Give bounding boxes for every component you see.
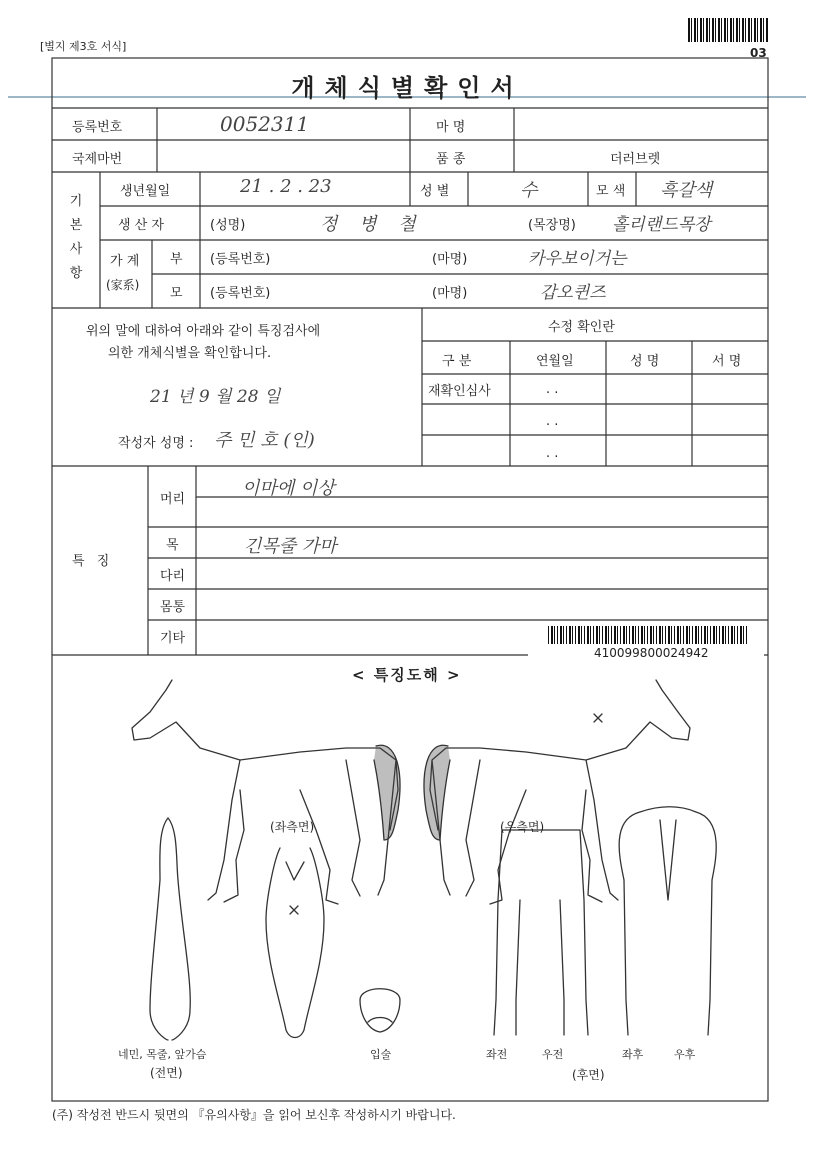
head-label: 머리	[160, 492, 186, 507]
neck-value: 긴목줄 가마	[244, 536, 337, 557]
author-label: 작성자 성명 :	[118, 436, 194, 451]
color-label: 모 색	[596, 184, 626, 199]
reg-no-label: 등록번호	[72, 120, 123, 135]
revision-row1-category: 재확인심사	[428, 384, 491, 399]
lips-view	[360, 989, 400, 1032]
right-side-horse	[430, 680, 690, 904]
color-value: 흑갈색	[660, 180, 713, 201]
left-horse-tail	[374, 745, 400, 840]
lips-caption: 입술	[370, 1048, 392, 1061]
horse-name-label: 마 명	[436, 120, 466, 135]
head-value: 이마에 이상	[242, 478, 335, 499]
body-label: 몸통	[160, 600, 186, 615]
right-horse-mark	[594, 714, 602, 722]
rear-view-horse	[619, 807, 716, 1035]
front-left-caption: 좌전	[486, 1048, 508, 1061]
document-title: 개체식별확인서	[291, 74, 524, 102]
other-label: 기타	[160, 631, 186, 646]
legs-label: 다리	[160, 569, 186, 584]
revision-row3-date: . .	[546, 446, 559, 461]
front-view-horse	[150, 818, 190, 1040]
lineage-hanja: (家系)	[106, 278, 140, 292]
sire-reg-label: (등록번호)	[210, 252, 271, 267]
front-view-caption: (전면)	[150, 1066, 183, 1080]
revision-title: 수정 확인란	[548, 320, 615, 335]
producer-name-value: 정 병 철	[320, 214, 424, 235]
intl-name-label: 국제마번	[72, 152, 123, 167]
head-front-view	[266, 848, 324, 1038]
neck-label: 목	[166, 538, 179, 553]
revision-header-name: 성 명	[630, 354, 660, 369]
revision-header-date: 연월일	[536, 354, 574, 369]
features-section-label: 특 징	[72, 554, 114, 569]
sex-value: 수	[520, 180, 538, 201]
breed-value: 더러브렛	[610, 152, 661, 167]
left-side-horse	[132, 680, 398, 904]
right-horse-tail	[424, 745, 450, 840]
left-side-label: (좌측면)	[270, 820, 315, 834]
birth-label: 생년월일	[120, 184, 171, 199]
hind-right-caption: 우후	[674, 1048, 696, 1061]
reg-no-value: 0052311	[220, 112, 310, 136]
producer-label: 생 산 자	[118, 218, 164, 233]
revision-row2-date: . .	[546, 414, 559, 429]
author-value: 주 민 호 (인)	[214, 430, 315, 451]
dam-name-label: (마명)	[432, 286, 468, 301]
front-right-caption: 우전	[542, 1048, 564, 1061]
revision-header-sign: 서 명	[712, 354, 742, 369]
breed-label: 품 종	[436, 152, 466, 167]
footnote: (주) 작성전 반드시 뒷면의 『유의사항』을 읽어 보신후 작성하시기 바랍니다.	[52, 1108, 456, 1122]
rear-view-caption: (후면)	[572, 1068, 605, 1082]
dam-label: 모	[170, 286, 183, 301]
diagram-title: < 특징도해 >	[352, 666, 462, 684]
revision-header-category: 구 분	[442, 354, 472, 369]
head-x-mark	[290, 906, 298, 914]
basic-section-label: 기본사항	[69, 194, 83, 281]
sire-name-label: (마명)	[432, 252, 468, 267]
statement-line1: 위의 말에 대하여 아래와 같이 특징검사에	[86, 324, 321, 339]
farm-label: (목장명)	[528, 218, 576, 233]
producer-name-label: (성명)	[210, 218, 246, 233]
front-caption: 네민, 목줄, 앞가슴	[118, 1048, 207, 1061]
right-side-label: (우측면)	[500, 820, 545, 834]
page-number: 03	[750, 46, 767, 60]
farm-value: 홀리랜드목장	[612, 215, 711, 235]
hind-left-caption: 좌후	[622, 1048, 644, 1061]
sire-label: 부	[170, 252, 183, 267]
statement-line2: 의한 개체식별을 확인합니다.	[108, 346, 272, 361]
barcode-number: 410099800024942	[594, 646, 709, 660]
dam-reg-label: (등록번호)	[210, 286, 271, 301]
dam-name-value: 갑오퀸즈	[540, 283, 606, 303]
lineage-label: 가 계	[110, 254, 140, 269]
front-legs-view	[494, 830, 588, 1035]
barcode-bars	[548, 626, 748, 644]
revision-row1-date: . .	[546, 382, 559, 397]
sex-label: 성 별	[420, 184, 450, 199]
birth-value: 21 . 2 . 23	[240, 176, 332, 197]
sire-name-value: 카우보이거는	[528, 249, 627, 269]
confirm-date: 21 년 9 월 28 일	[150, 387, 281, 407]
form-number: [별지 제3호 서식]	[40, 40, 127, 53]
